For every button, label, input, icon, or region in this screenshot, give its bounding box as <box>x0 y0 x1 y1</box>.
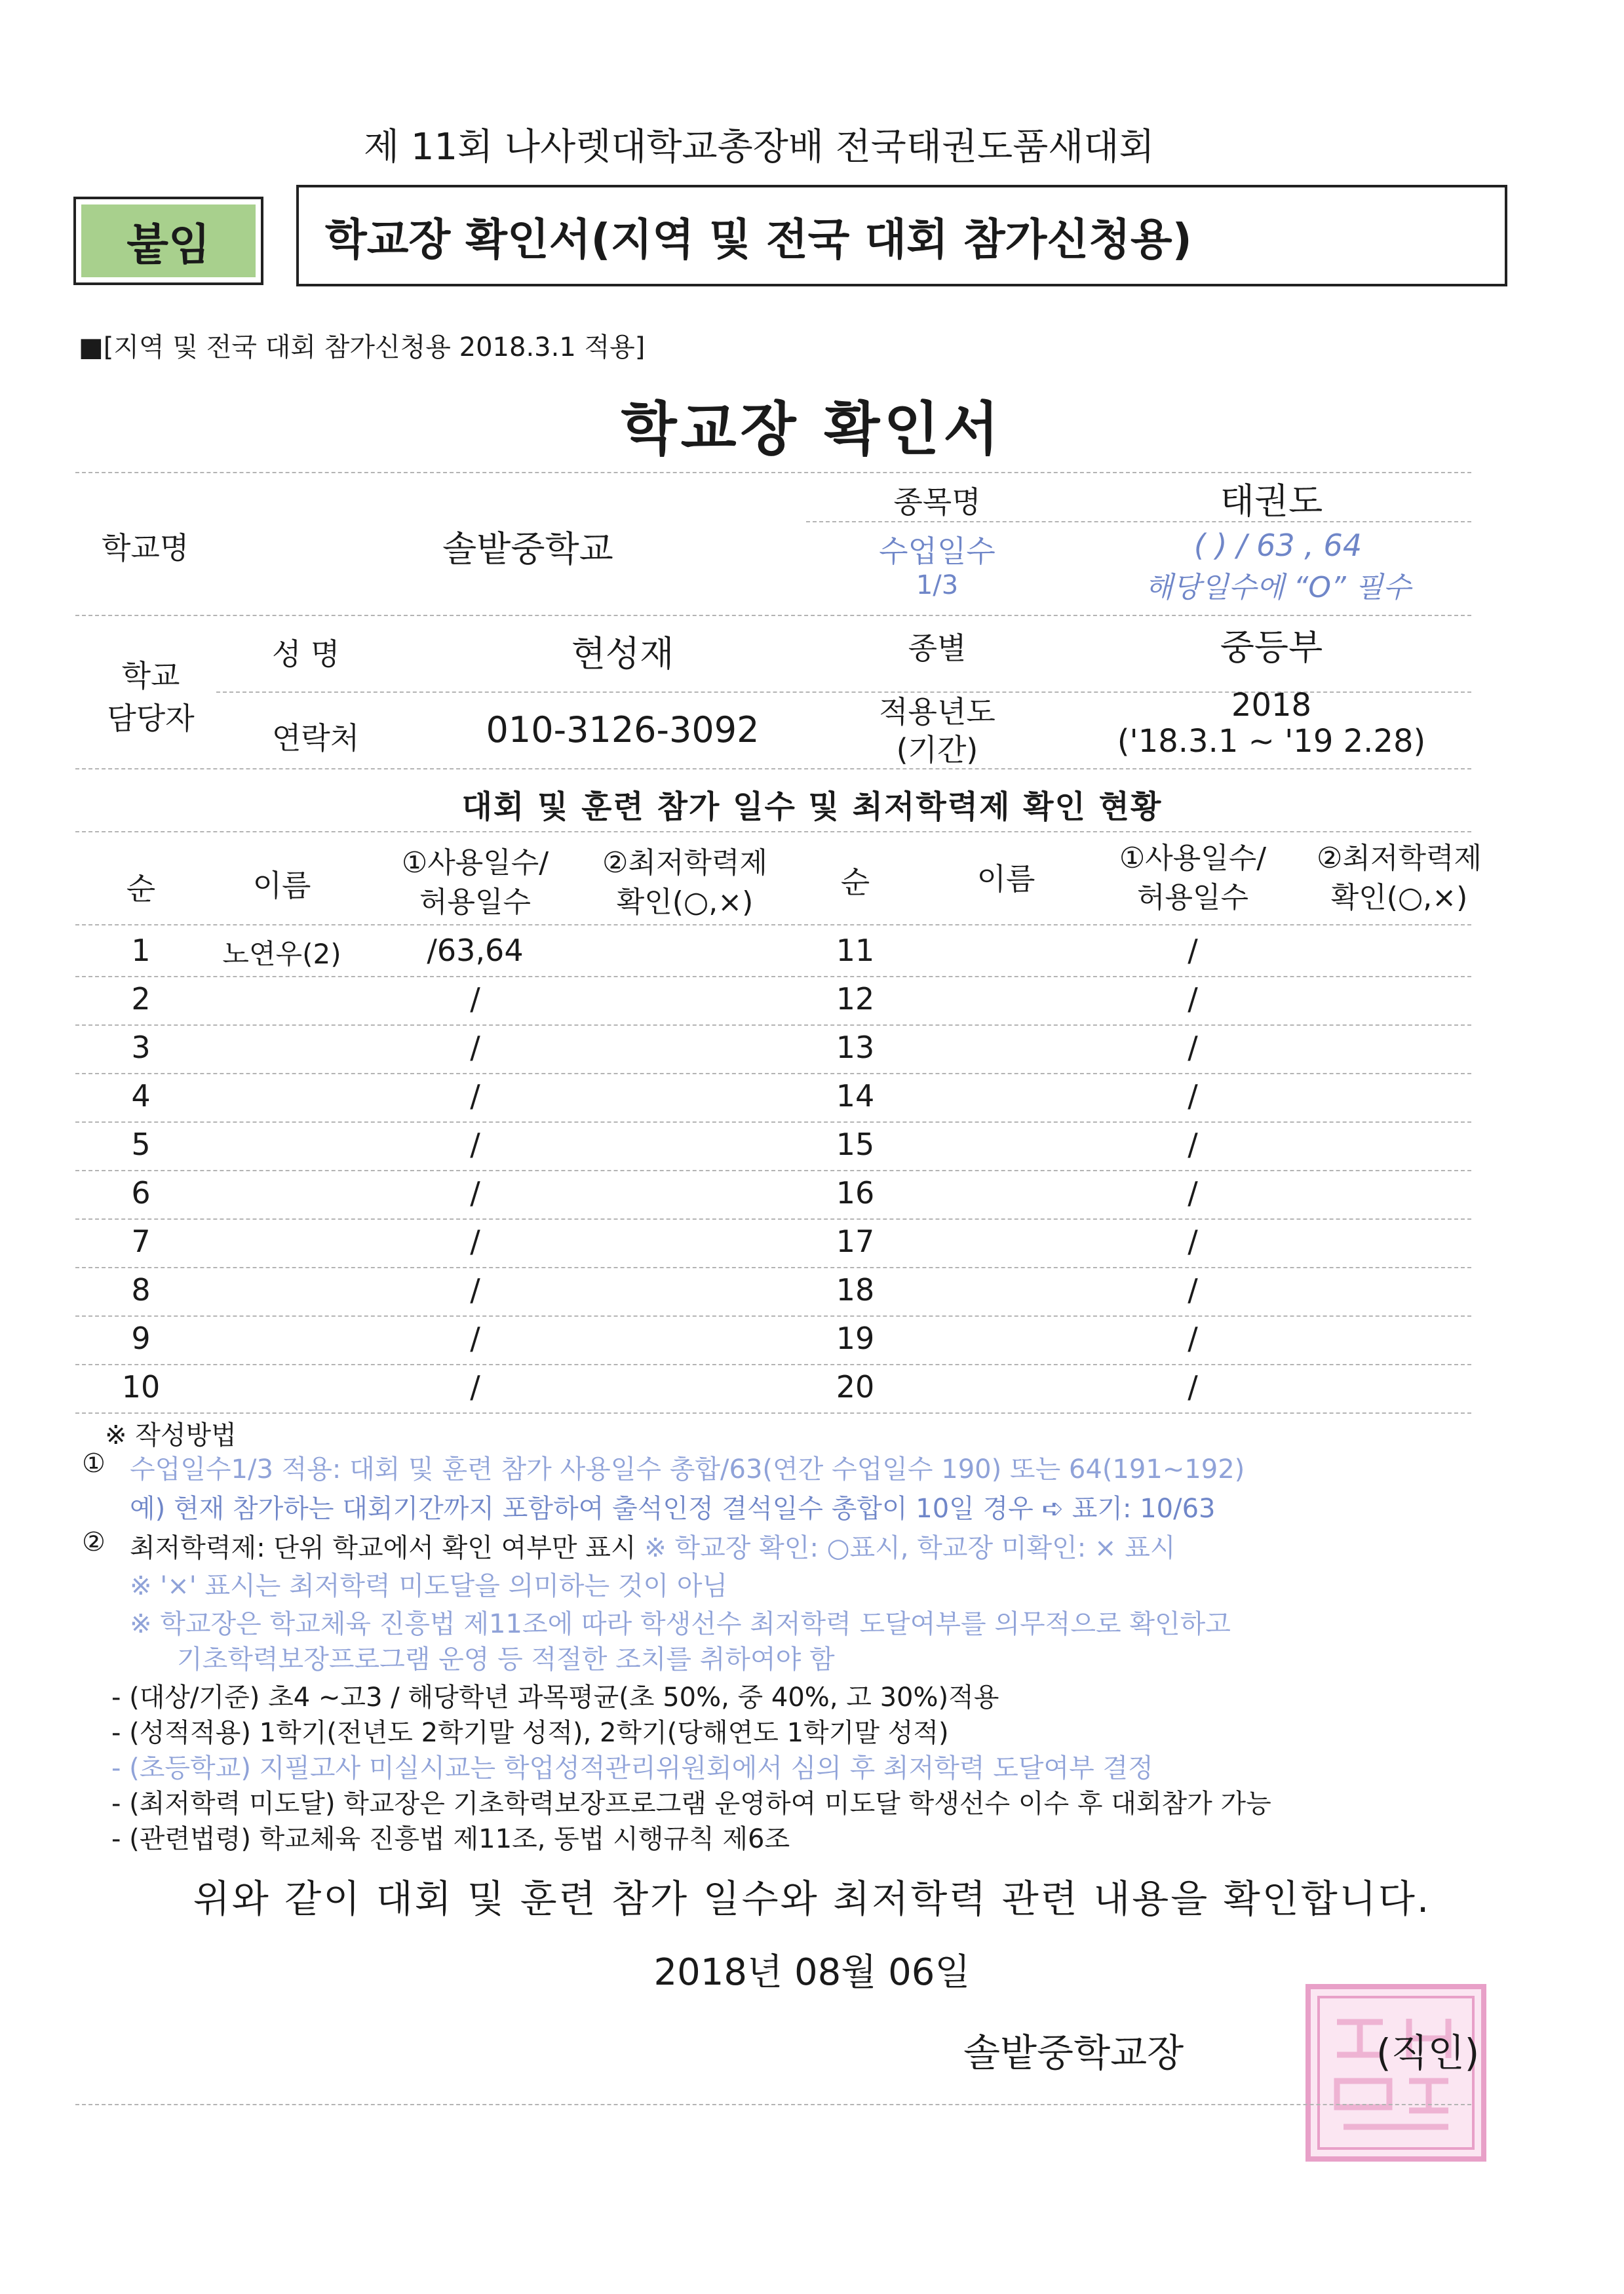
row-seq-right: 15 <box>836 1127 875 1162</box>
event-title: 제 11회 나사렛대학교총장배 전국태권도품새대회 <box>364 126 1155 168</box>
year-value-1: 2018 <box>1231 687 1312 724</box>
row-days-right: / <box>1188 1369 1198 1405</box>
row-seq-right: 16 <box>836 1175 875 1211</box>
header-days-1-left: ①사용일수/ <box>401 846 549 880</box>
header-check-1-right: ②최저학력제 <box>1317 842 1482 875</box>
row-seq-right: 18 <box>836 1272 875 1308</box>
name-label: 성 명 <box>272 636 340 672</box>
row-seq-left: 2 <box>131 981 151 1017</box>
note-1-line-1: 수업일수1/3 적용: 대회 및 훈련 참가 사용일수 총합/63(연간 수업일수 190) 또는 64(191~192) <box>130 1454 1245 1485</box>
manager-label-2: 담당자 <box>107 701 195 736</box>
note-1-line-2: 예) 현재 참가하는 대회기간까지 포함하여 출석인정 결석일수 총합이 10일 경우 ➪ 표기: 10/63 <box>130 1494 1216 1524</box>
row-divider <box>75 1073 1471 1074</box>
row-seq-right: 14 <box>836 1078 875 1114</box>
row-days-right: / <box>1188 981 1198 1017</box>
row-seq-left: 7 <box>131 1224 151 1259</box>
main-title: 학교장 확인서 <box>621 395 1003 463</box>
row-divider <box>75 1364 1471 1365</box>
row-seq-left: 8 <box>131 1272 151 1308</box>
row-days-right: / <box>1188 1175 1198 1211</box>
note-2-suffix: ※ 학교장 확인: ○표시, 학교장 미확인: × 표시 <box>636 1533 1176 1563</box>
note-2-text <box>130 1527 1176 1565</box>
bullet-3: - (초등학교) 지필고사 미실시교는 학업성적관리위원회에서 심의 후 최저학력 도달여부 결정 <box>111 1753 1153 1783</box>
row-divider <box>75 976 1471 977</box>
note-1-mark: ① <box>82 1448 106 1479</box>
row-seq-left: 3 <box>131 1030 151 1065</box>
header-check-2-left: 확인(○,×) <box>616 885 754 919</box>
row-divider <box>75 1315 1471 1317</box>
header-check-2-right: 확인(○,×) <box>1330 881 1468 914</box>
row-days-right: / <box>1188 1272 1198 1308</box>
form-subtitle: ■[지역 및 전국 대회 참가신청용 2018.3.1 적용] <box>79 332 646 362</box>
banner-box <box>296 185 1507 286</box>
row-seq-right: 11 <box>836 933 875 968</box>
row-days-left: / <box>470 1127 480 1162</box>
row-days-left: / <box>470 1030 480 1065</box>
row-days-left: / <box>470 1321 480 1356</box>
row-seq-right: 19 <box>836 1321 875 1356</box>
row-divider <box>75 1121 1471 1123</box>
contact-value: 010-3126-3092 <box>486 709 760 750</box>
note-3: ※ '×' 표시는 최저학력 미도달을 의미하는 것이 아님 <box>130 1571 728 1601</box>
signer-name: 솔밭중학교장 <box>963 2031 1184 2075</box>
days-label-2: 1/3 <box>916 570 959 600</box>
header-days-2-right: 허용일수 <box>1136 881 1248 914</box>
division-value: 중등부 <box>1220 627 1323 668</box>
row-days-left: / <box>470 1078 480 1114</box>
bullet-5: - (관련법령) 학교체육 진흥법 제11조, 동법 시행규칙 제6조 <box>111 1824 790 1854</box>
bullet-1: - (대상/기준) 초4 ~고3 / 해당학년 과목평균(초 50%, 중 40%, 고 30%)적용 <box>111 1682 999 1713</box>
row-days-left: / <box>470 1369 480 1405</box>
row-divider <box>75 1024 1471 1026</box>
row-days-left: / <box>470 1175 480 1211</box>
row-seq-left: 4 <box>131 1078 151 1114</box>
banner-title: 학교장 확인서(지역 및 전국 대회 참가신청용) <box>325 214 1192 265</box>
row-seq-right: 13 <box>836 1030 875 1065</box>
header-days-2-left: 허용일수 <box>419 885 531 919</box>
note-2-mark: ② <box>82 1527 106 1557</box>
days-label-1: 수업일수 <box>879 534 996 569</box>
row-seq-left: 9 <box>131 1321 151 1356</box>
row-divider <box>75 1218 1471 1220</box>
row-days-right: / <box>1188 1127 1198 1162</box>
row-name-left: 노연우(2) <box>222 938 341 970</box>
header-name-left: 이름 <box>252 868 311 903</box>
attachment-box <box>73 197 263 285</box>
days-value-2: 해당일수에 “O” 필수 <box>1145 571 1411 604</box>
row-days-right: / <box>1188 1078 1198 1114</box>
header-days-1-right: ①사용일수/ <box>1119 842 1267 875</box>
note-2-prefix: 최저학력제: 단위 학교에서 확인 여부만 표시 <box>130 1533 636 1563</box>
school-name-label: 학교명 <box>102 530 189 566</box>
note-4-line-2: 기초학력보장프로그램 운영 등 적절한 조치를 취하여야 함 <box>177 1644 835 1675</box>
row-days-left: / <box>470 981 480 1017</box>
attachment-label: 붙임 <box>81 204 256 277</box>
row-days-left: / <box>470 1224 480 1259</box>
school-name-value: 솔밭중학교 <box>442 528 613 570</box>
contact-label: 연락처 <box>272 720 360 756</box>
notes-heading: ※ 작성방법 <box>105 1420 237 1450</box>
seal-label: (직인) <box>1376 2031 1480 2075</box>
header-name-right: 이름 <box>976 861 1035 897</box>
division-label: 종별 <box>908 631 967 666</box>
row-seq-right: 17 <box>836 1224 875 1259</box>
row-seq-left: 10 <box>121 1369 161 1405</box>
year-label-2: (기간) <box>896 732 978 768</box>
row-divider <box>75 1267 1471 1268</box>
manager-name-value: 현성재 <box>571 633 674 674</box>
row-seq-left: 5 <box>131 1127 151 1162</box>
row-seq-right: 20 <box>836 1369 875 1405</box>
row-days-right: / <box>1188 1321 1198 1356</box>
row-seq-left: 6 <box>131 1175 151 1211</box>
manager-label-1: 학교 <box>121 658 180 693</box>
year-label-1: 적용년도 <box>879 694 996 729</box>
bullet-4: - (최저학력 미도달) 학교장은 기초학력보장프로그램 운영하여 미도달 학생선수 이수 후 대회참가 가능 <box>111 1789 1271 1819</box>
bullet-2: - (성적적용) 1학기(전년도 2학기말 성적), 2학기(당해연도 1학기말 성적) <box>111 1718 949 1748</box>
confirm-text: 위와 같이 대회 및 훈련 참가 일수와 최저학력 관련 내용을 확인합니다. <box>193 1876 1431 1921</box>
row-days-right: / <box>1188 1224 1198 1259</box>
row-days-right: / <box>1188 933 1198 968</box>
header-seq-right: 순 <box>840 865 870 900</box>
confirm-date: 2018년 08월 06일 <box>653 1951 971 1994</box>
row-seq-left: 1 <box>131 933 151 968</box>
header-seq-left: 순 <box>126 871 156 906</box>
event-value: 태권도 <box>1220 480 1323 522</box>
row-divider <box>75 1412 1471 1414</box>
note-4-line-1: ※ 학교장은 학교체육 진흥법 제11조에 따라 학생선수 최저학력 도달여부를 의무적으로 확인하고 <box>130 1609 1231 1639</box>
header-check-1-left: ②최저학력제 <box>602 846 767 880</box>
row-seq-right: 12 <box>836 981 875 1017</box>
row-days-left: / <box>470 1272 480 1308</box>
days-value-1: ( ) / 63 , 64 <box>1193 528 1363 563</box>
event-label: 종목명 <box>893 484 981 520</box>
row-divider <box>75 1170 1471 1171</box>
row-days-right: / <box>1188 1030 1198 1065</box>
year-value-2: ('18.3.1 ~ '19 2.28) <box>1117 723 1426 760</box>
table-section-title: 대회 및 훈련 참가 일수 및 최저학력제 확인 현황 <box>461 788 1163 825</box>
row-days-left: /63,64 <box>427 933 524 968</box>
